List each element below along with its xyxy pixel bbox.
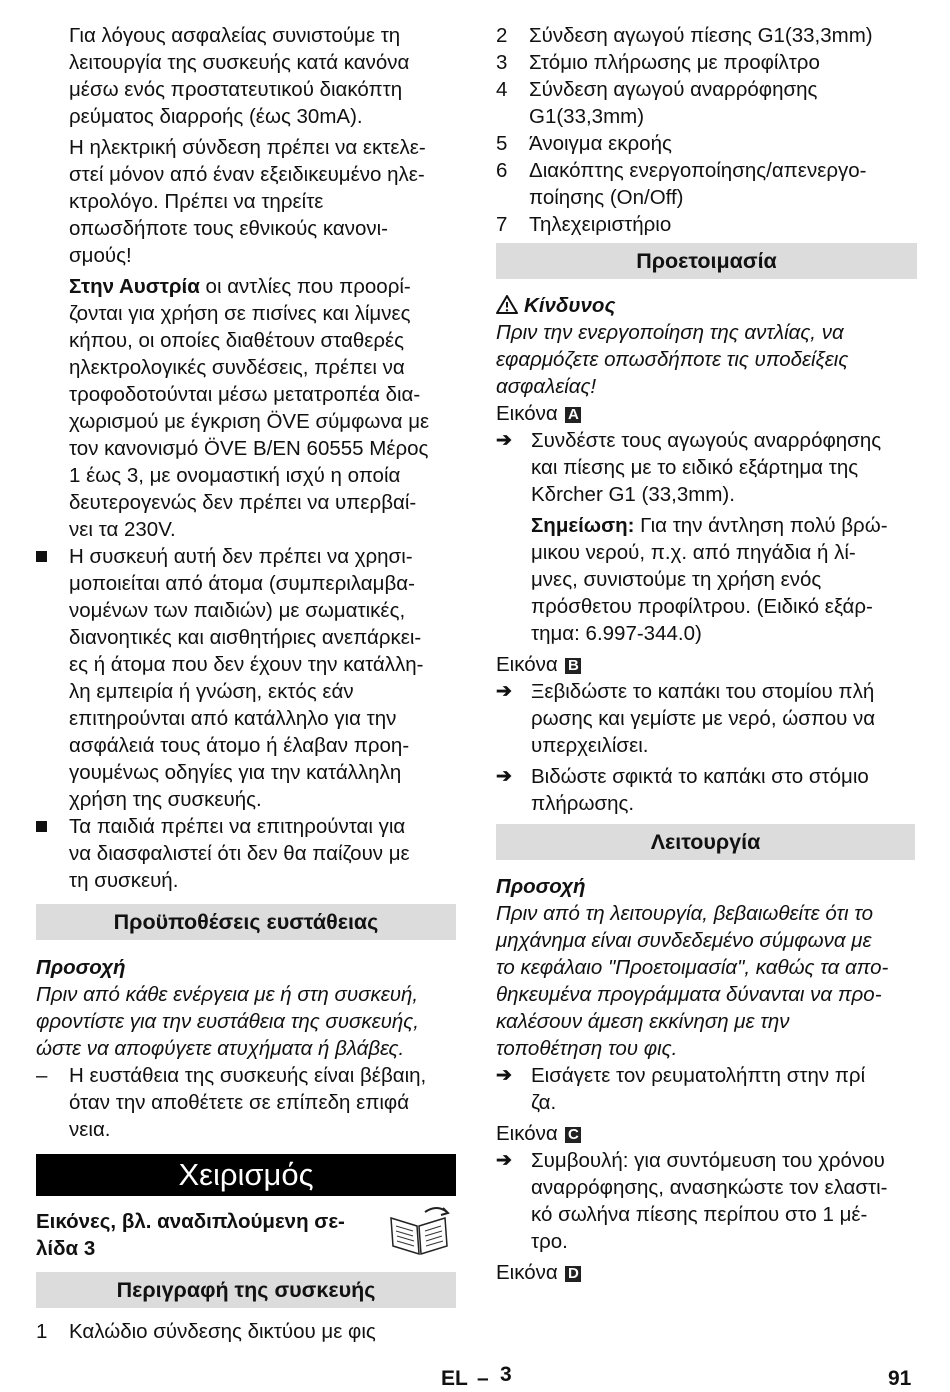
figure-d-ref <box>496 1259 916 1286</box>
item-text: Σύνδεση αγωγού αναρρόφησης G1(33,3mm) <box>529 78 818 128</box>
step-connect-hoses <box>496 427 916 647</box>
danger-text: Πριν την ενεργοποίηση της αντλίας, να εφαρμόζετε οπωσδήποτε τις υποδείξεις ασφαλείας! <box>496 321 849 398</box>
component-item <box>496 130 916 157</box>
arrow-right-icon: ➔ <box>496 766 512 787</box>
section-page: 3 <box>500 1363 512 1386</box>
bullet-text: Τα παιδιά πρέπει να επιτηρούνται για να διασφαλιστεί ότι δεν θα παίζουν με τη συσκευή. <box>69 815 410 892</box>
component-item <box>496 211 916 238</box>
component-item <box>36 1318 456 1345</box>
footer-dash: – <box>477 1367 489 1390</box>
booklet-icon <box>385 1204 457 1265</box>
stability-heading: Προϋποθέσεις ευστάθειας <box>36 904 456 940</box>
danger-label-row <box>496 292 916 319</box>
austria-text-first: οι αντλίες που προορί- <box>199 275 411 298</box>
caution-text: Πριν από κάθε ενέργεια με ή στη συσκευή, φροντίστε για την ευστάθεια της συσκευής, ώστε να αποφύγετε ατυχήματα ή βλάβες. <box>36 983 419 1060</box>
figure-a-ref <box>496 400 916 427</box>
note-text: μικου νερού, π.χ. από πηγάδια ή λί- μνες, συνιστούμε τη χρήση ενός πρόσθετου προφίλτρου. (Ειδικό εξάρ- τημα: 6.997-344.0) <box>531 541 873 645</box>
arrow-right-icon: ➔ <box>496 1150 512 1171</box>
item-number: 7 <box>496 213 508 236</box>
component-item <box>496 49 916 76</box>
item-number: 1 <box>36 1320 48 1343</box>
figure-letter-box: C <box>565 1127 581 1143</box>
note-label: Σημείωση: <box>531 514 635 537</box>
preparation-heading: Προετοιμασία <box>496 243 917 279</box>
danger-label: Κίνδυνος <box>524 294 616 317</box>
right-column <box>496 22 916 1286</box>
figures-text: Εικόνες, βλ. αναδιπλούμενη σε- λίδα 3 <box>36 1210 345 1260</box>
component-list <box>496 22 916 238</box>
bullet-item <box>36 813 456 894</box>
left-column <box>36 22 456 1345</box>
step-text: Συνδέστε τους αγωγούς αναρρόφησης και πίεσης με το ειδικό εξάρτημα της Kδrcher G1 (33,3mm). <box>531 429 882 506</box>
arrow-right-icon: ➔ <box>496 681 512 702</box>
austria-label: Στην Αυστρία <box>69 275 200 298</box>
tip-text: Συμβουλή: για συντόμευση του χρόνου αναρρόφησης, ανασηκώστε τον ελαστι- κό σωλήνα πίεσης περίπου στο 1 μέ- τρο. <box>531 1149 888 1253</box>
arrow-right-icon: ➔ <box>496 430 512 451</box>
figure-letter-box: D <box>565 1266 581 1282</box>
operation-heading: Χειρισμός <box>36 1154 456 1196</box>
figure-letter-box: B <box>565 658 581 674</box>
item-text: Τηλεχειριστήριο <box>529 213 672 236</box>
figure-word: Εικόνα <box>496 1122 558 1145</box>
component-item <box>496 22 916 49</box>
austria-text: ζονται για χρήση σε πισίνες και λίμνες κήπου, οι οποίες διαθέτουν σταθερές ηλεκτρολογικές συνδέσεις, πρέπει να τροφοδοτούνται μέσω μετατροπέα δια- χωρισμού με έγκριση ÖVE σύμφωνα με τον κανονισμό ÖVE B/EN 60555 Μέρος 1 έως 3, με ονομαστική ισχύ η οποία δευτερογενώς δεν πρέπει να υπερβαί- νει τα 230V. <box>69 302 430 541</box>
figure-word: Εικόνα <box>496 1261 558 1284</box>
language-code: EL <box>441 1367 468 1390</box>
bullet-text: Η συσκευή αυτή δεν πρέπει να χρησι- μοποιείται από άτομα (συμπεριλαμβα- νομένων των παιδιών) με σωματικές, διανοητικές και αισθητήριες ανεπάρκει- ες ή άτομα που δεν έχουν την κατάλλη- λη εμπειρία ή γνώση, εκτός εάν επιτηρούνται από κατάλληλο για την ασφάλειά τους άτομο ή έλαβαν προη- γουμένως οδηγίες για την κατάλληλη χρήση της συσκευής. <box>69 545 424 811</box>
tip-item <box>496 1147 916 1255</box>
caution-text: Πριν από τη λειτουργία, βεβαιωθείτε ότι το μηχάνημα είναι συνδεδεμένο σύμφωνα με το κεφάλαιο "Προετοιμασία", καθώς τα απο- θηκευμένα προγράμματα δύνανται να προ- καλέσουν άμεση εκκίνηση με την τοποθέτηση του φις. <box>496 902 889 1060</box>
figure-word: Εικόνα <box>496 653 558 676</box>
square-bullet-icon <box>36 551 47 562</box>
item-text: Στόμιο πλήρωσης με προφίλτρο <box>529 51 820 74</box>
step-fill-water <box>496 678 916 759</box>
item-text: Άνοιγμα εκροής <box>529 132 672 155</box>
figure-b-ref <box>496 651 916 678</box>
step-text: Βιδώστε σφικτά το καπάκι στο στόμιο πλήρωσης. <box>531 765 869 815</box>
figure-c-ref <box>496 1120 916 1147</box>
square-bullet-icon <box>36 821 47 832</box>
caution-label: Προσοχή <box>36 956 126 979</box>
item-number: 3 <box>496 51 508 74</box>
rcd-paragraph: Για λόγους ασφαλείας συνιστούμε τη λειτουργία της συσκευής κατά κανόνα μέσω ενός προστατευτικού διακόπτη ρεύματος διαρροής (έως 30mA). <box>69 24 410 128</box>
page-number: 91 <box>888 1367 912 1390</box>
function-heading: Λειτουργία <box>496 824 915 860</box>
item-number: 4 <box>496 78 508 101</box>
step-text: Ξεβιδώστε το καπάκι του στομίου πλή ρωσης και γεμίστε με νερό, ώσπου να υπερχειλίσει. <box>531 680 876 757</box>
step-insert-plug <box>496 1062 916 1116</box>
figure-word: Εικόνα <box>496 402 558 425</box>
note-text-first: Για την άντληση πολύ βρώ- <box>634 514 888 537</box>
warning-triangle-icon <box>496 295 518 314</box>
figures-note <box>36 1208 456 1262</box>
arrow-right-icon: ➔ <box>496 1065 512 1086</box>
dash-text: Η ευστάθεια της συσκευής είναι βέβαιη, όταν την αποθέτετε σε επίπεδη επιφά νεια. <box>69 1064 427 1141</box>
item-text: Σύνδεση αγωγού πίεσης G1(33,3mm) <box>529 24 873 47</box>
dash-item <box>36 1062 456 1143</box>
step-tighten-cap <box>496 763 916 817</box>
item-number: 2 <box>496 24 508 47</box>
step-text: Εισάγετε τον ρευματολήπτη στην πρί ζα. <box>531 1064 866 1114</box>
item-text: Διακόπτης ενεργοποίησης/απενεργο- ποίησης (On/Off) <box>529 159 867 209</box>
note-paragraph <box>531 512 916 647</box>
component-item <box>496 76 916 130</box>
bullet-item <box>36 543 456 813</box>
electrical-connection-paragraph: Η ηλεκτρική σύνδεση πρέπει να εκτελε- στεί μόνον από έναν εξειδικευμένο ηλε- κτρολόγο. Πρέπει να τηρείτε οπωσδήποτε τους εθνικούς κανονι- σμούς! <box>69 136 426 267</box>
item-text: Καλώδιο σύνδεσης δικτύου με φις <box>69 1320 376 1343</box>
figure-letter-box: A <box>565 407 581 423</box>
component-item <box>496 157 916 211</box>
dash-marker: – <box>36 1064 48 1087</box>
item-number: 6 <box>496 159 508 182</box>
description-heading: Περιγραφή της συσκευής <box>36 1272 456 1308</box>
caution-label: Προσοχή <box>496 875 586 898</box>
item-number: 5 <box>496 132 508 155</box>
austria-paragraph <box>36 273 456 543</box>
